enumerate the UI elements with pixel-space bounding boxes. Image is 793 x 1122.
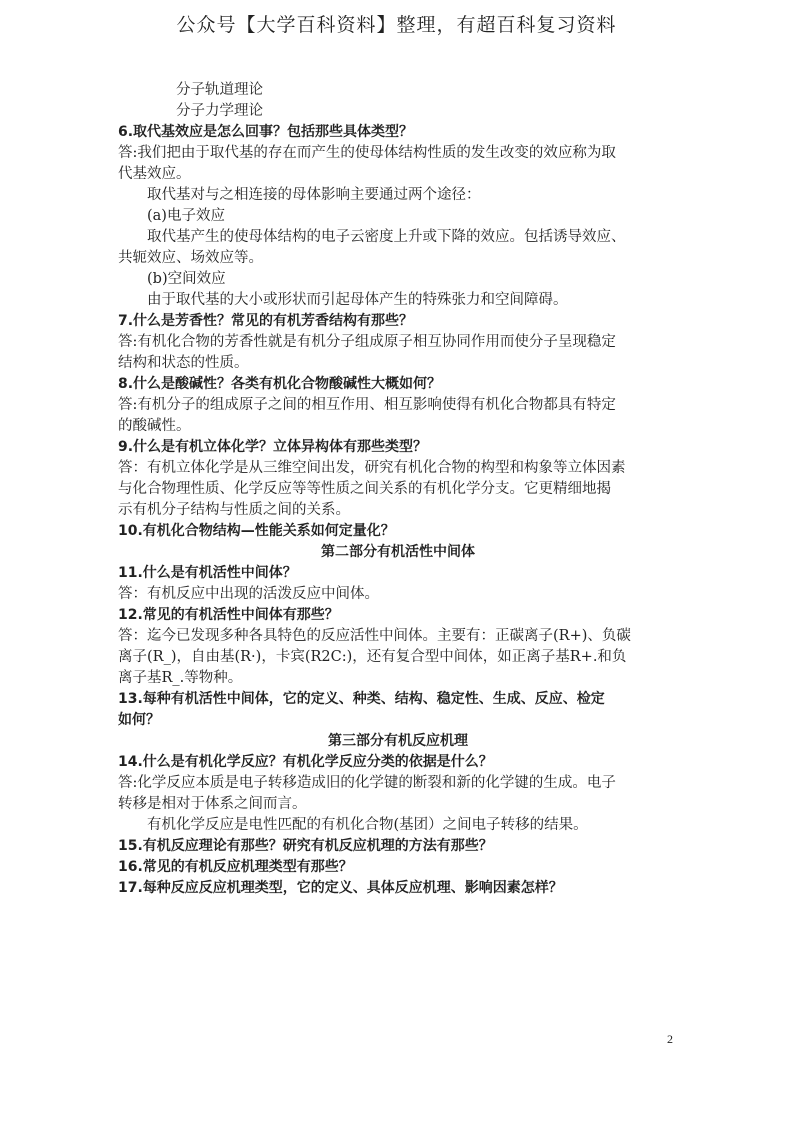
text-line: (a)电子效应 <box>147 208 225 224</box>
text-line: (b)空间效应 <box>147 271 226 287</box>
document-body <box>118 80 678 899</box>
page-header: 公众号【大学百科资料】整理，有超百科复习资料 <box>176 14 617 36</box>
text-line: 答：有机反应中出现的活泼反应中间体。 <box>118 586 379 602</box>
text-line: 共轭效应、场效应等。 <box>118 250 263 266</box>
question-line: 12.常见的有机活性中间体有那些？ <box>118 607 339 623</box>
question-line: 14.什么是有机化学反应？有机化学反应分类的依据是什么？ <box>118 754 493 770</box>
text-line: 转移是相对于体系之间而言。 <box>118 796 307 812</box>
question-line: 如何？ <box>118 712 160 728</box>
text-line: 代基效应。 <box>118 166 191 182</box>
text-line: 答：迄今已发现多种各具特色的反应活性中间体。主要有：正碳离子(R+)、负碳 <box>118 628 631 644</box>
section-heading: 第三部分有机反应机理 <box>328 733 468 749</box>
text-line: 与化合物理性质、化学反应等等性质之间关系的有机化学分支。它更精细地揭 <box>118 481 611 497</box>
question-line: 15.有机反应理论有那些？研究有机反应机理的方法有那些？ <box>118 838 493 854</box>
question-line: 16.常见的有机反应机理类型有那些？ <box>118 859 353 875</box>
text-line: 分子力学理论 <box>176 103 263 119</box>
page-number: 2 <box>667 1032 673 1046</box>
text-line: 取代基产生的使母体结构的电子云密度上升或下降的效应。包括诱导效应、 <box>147 229 626 245</box>
text-line: 示有机分子结构与性质之间的关系。 <box>118 502 350 518</box>
text-line: 结构和状态的性质。 <box>118 355 249 371</box>
text-line: 离子基R_.等物种。 <box>118 670 243 686</box>
text-line: 答:有机分子的组成原子之间的相互作用、相互影响使得有机化合物都具有特定 <box>118 397 616 413</box>
text-line: 有机化学反应是电性匹配的有机化合物(基团）之间电子转移的结果。 <box>147 817 588 833</box>
question-line: 17.每种反应反应机理类型，它的定义、具体反应机理、影响因素怎样？ <box>118 880 563 896</box>
text-line: 由于取代基的大小或形状而引起母体产生的特殊张力和空间障碍。 <box>147 292 568 308</box>
question-line: 13.每种有机活性中间体，它的定义、种类、结构、稳定性、生成、反应、检定 <box>118 691 605 707</box>
text-line: 离子(R_)，自由基(R·)，卡宾(R2C:)，还有复合型中间体，如正离子基R+.和负 <box>118 649 627 665</box>
question-line: 9.什么是有机立体化学？立体异构体有那些类型？ <box>118 439 428 455</box>
text-line: 分子轨道理论 <box>176 82 263 98</box>
question-line: 10.有机化合物结构—性能关系如何定量化？ <box>118 523 395 539</box>
question-line: 6.取代基效应是怎么回事？包括那些具体类型？ <box>118 124 414 140</box>
text-line: 的酸碱性。 <box>118 418 191 434</box>
question-line: 8.什么是酸碱性？各类有机化合物酸碱性大概如何？ <box>118 376 442 392</box>
section-heading: 第二部分有机活性中间体 <box>321 544 475 560</box>
question-line: 7.什么是芳香性？常见的有机芳香结构有那些？ <box>118 313 414 329</box>
text-line: 取代基对与之相连接的母体影响主要通过两个途径： <box>147 187 481 203</box>
text-line: 答:我们把由于取代基的存在而产生的使母体结构性质的发生改变的效应称为取 <box>118 145 616 161</box>
text-line: 答：有机立体化学是从三维空间出发，研究有机化合物的构型和构象等立体因素 <box>118 460 626 476</box>
text-line: 答:化学反应本质是电子转移造成旧的化学键的断裂和新的化学键的生成。电子 <box>118 775 616 791</box>
text-line: 答:有机化合物的芳香性就是有机分子组成原子相互协同作用而使分子呈现稳定 <box>118 334 616 350</box>
question-line: 11.什么是有机活性中间体？ <box>118 565 297 581</box>
